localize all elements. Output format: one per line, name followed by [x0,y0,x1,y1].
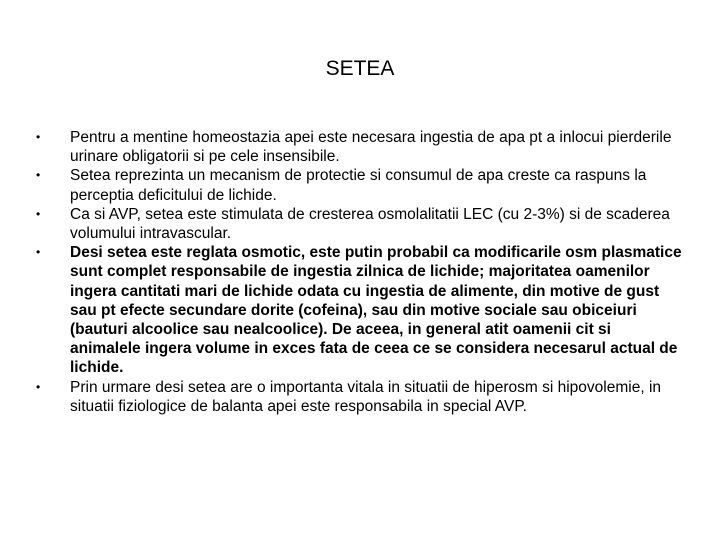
bullet-icon: • [36,379,41,394]
bullet-icon: • [36,168,41,183]
bullet-text: Ca si AVP, setea este stimulata de cresterea osmolalitatii LEC (cu 2-3%) si de scaderea volumului intravascular. [70,205,670,243]
slide-title: SETEA [325,57,395,80]
bullet-list [36,128,684,416]
bullet-icon: • [36,245,41,260]
bullet-item [36,205,684,243]
bullet-text: Desi setea este reglata osmotic, este putin probabil ca modificarile osm plasmatice sunt complet responsabile de ingestia zilnica de lichide; majoritatea oamenilor ingera cantitati mari de lichide odata cu ingestia de alimente, din motive de gust sau pt efecte secundare dorite (cofeina), sau din motive sociale sau obiceiuri (bauturi alcoolice sau nealcoolice). De aceea, in general atit oamenii cit si animalele ingera volume in exces fata de ceea ce se considera necesarul actual de lichide. [70,244,682,377]
bullet-icon: • [36,206,41,221]
bullet-text: Pentru a mentine homeostazia apei este necesara ingestia de apa pt a inlocui pierderile urinare obligatorii si pe cele insensibile. [70,129,672,166]
bullet-item-bold [36,243,684,377]
bullet-item [36,166,684,204]
bullet-icon: • [36,130,41,144]
bullet-text: Setea reprezinta un mecanism de protectie si consumul de apa creste ca raspuns la perceptia deficitului de lichide. [70,167,647,204]
bullet-text: Prin urmare desi setea are o importanta vitala in situatii de hiperosm si hipovolemie, in situatii fiziologice de balanta apei este responsabila in special AVP. [70,378,662,415]
bullet-item [36,128,684,166]
bullet-item [36,378,684,416]
